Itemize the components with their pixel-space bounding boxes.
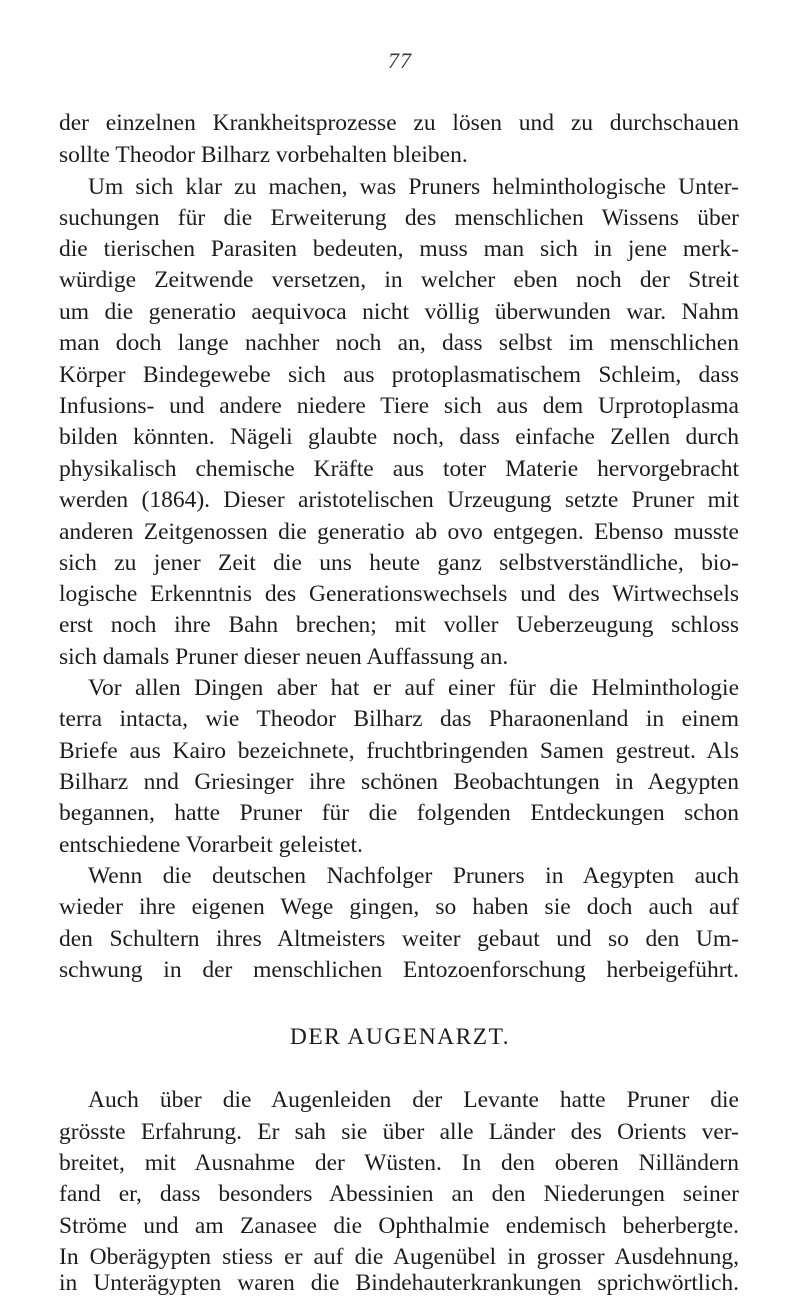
text-line: den Schultern ihres Altmeisters weiter gebaut und so den Um- xyxy=(59,926,739,952)
text-line: sich damals Pruner dieser neuen Auffassung an. xyxy=(59,644,509,670)
text-line: schwung in der menschlichen Entozoenforschung herbeigeführt. xyxy=(59,957,739,983)
section-heading: DER AUGENARZT. xyxy=(289,1024,511,1050)
text-line: erst noch ihre Bahn brechen; mit voller Ueberzeugung schloss xyxy=(59,612,739,638)
text-line: physikalisch chemische Kräfte aus toter Materie hervorgebracht xyxy=(59,456,739,482)
text-line: terra intacta, wie Theodor Bilharz das Pharaonenland in einem xyxy=(59,706,739,732)
text-line: um die generatio aequivoca nicht völlig überwunden war. Nahm xyxy=(59,299,739,325)
text-line: Briefe aus Kairo bezeichnete, fruchtbringenden Samen gestreut. Als xyxy=(59,738,739,764)
text-line: begannen, hatte Pruner für die folgenden Entdeckungen schon xyxy=(59,800,739,826)
text-line: Ströme und am Zanasee die Ophthalmie endemisch beherbergte. xyxy=(59,1213,739,1239)
text-line: In Oberägypten stiess er auf die Augenübel in grosser Ausdehnung, xyxy=(59,1244,739,1270)
text-line: Infusions- und andere niedere Tiere sich aus dem Urprotoplasma xyxy=(59,393,739,419)
text-line: fand er, dass besonders Abessinien an den Niederungen seiner xyxy=(59,1181,739,1207)
text-line: man doch lange nachher noch an, dass selbst im menschlichen xyxy=(59,330,739,356)
text-line: suchungen für die Erweiterung des menschlichen Wissens über xyxy=(59,205,739,231)
text-line: Wenn die deutschen Nachfolger Pruners in Aegypten auch xyxy=(88,863,739,889)
text-line: werden (1864). Dieser aristotelischen Urzeugung setzte Pruner mit xyxy=(59,487,739,513)
text-line: die tierischen Parasiten bedeuten, muss man sich in jene merk- xyxy=(59,236,739,262)
text-line: breitet, mit Ausnahme der Wüsten. In den oberen Nilländern xyxy=(59,1150,739,1176)
text-line: bilden könnten. Nägeli glaubte noch, dass einfache Zellen durch xyxy=(59,424,739,450)
text-line: würdige Zeitwende versetzen, in welcher eben noch der Streit xyxy=(59,267,739,293)
text-line: grösste Erfahrung. Er sah sie über alle Länder des Orients ver- xyxy=(59,1119,739,1145)
text-line: sich zu jener Zeit die uns heute ganz selbstverständliche, bio- xyxy=(59,550,739,576)
text-line: wieder ihre eigenen Wege gingen, so haben sie doch auch auf xyxy=(59,894,739,920)
text-line: sollte Theodor Bilharz vorbehalten bleiben. xyxy=(59,142,468,168)
text-line: Bilharz nnd Griesinger ihre schönen Beobachtungen in Aegypten xyxy=(59,769,739,795)
page-number: 77 xyxy=(388,48,412,73)
text-line: logische Erkenntnis des Generationswechsels und des Wirtwechsels xyxy=(59,581,739,607)
text-line: anderen Zeitgenossen die generatio ab ovo entgegen. Ebenso musste xyxy=(59,519,739,545)
text-line: Auch über die Augenleiden der Levante hatte Pruner die xyxy=(88,1087,739,1113)
text-line: der einzelnen Krankheitsprozesse zu lösen und zu durchschauen xyxy=(59,110,739,136)
text-line: entschiedene Vorarbeit geleistet. xyxy=(59,832,363,858)
text-line: in Unterägypten waren die Bindehauterkrankungen sprichwörtlich. xyxy=(59,1270,739,1296)
text-line: Vor allen Dingen aber hat er auf einer für die Helminthologie xyxy=(88,675,739,701)
text-line: Körper Bindegewebe sich aus protoplasmatischem Schleim, dass xyxy=(59,362,739,388)
text-line: Um sich klar zu machen, was Pruners helminthologische Unter- xyxy=(88,174,739,200)
